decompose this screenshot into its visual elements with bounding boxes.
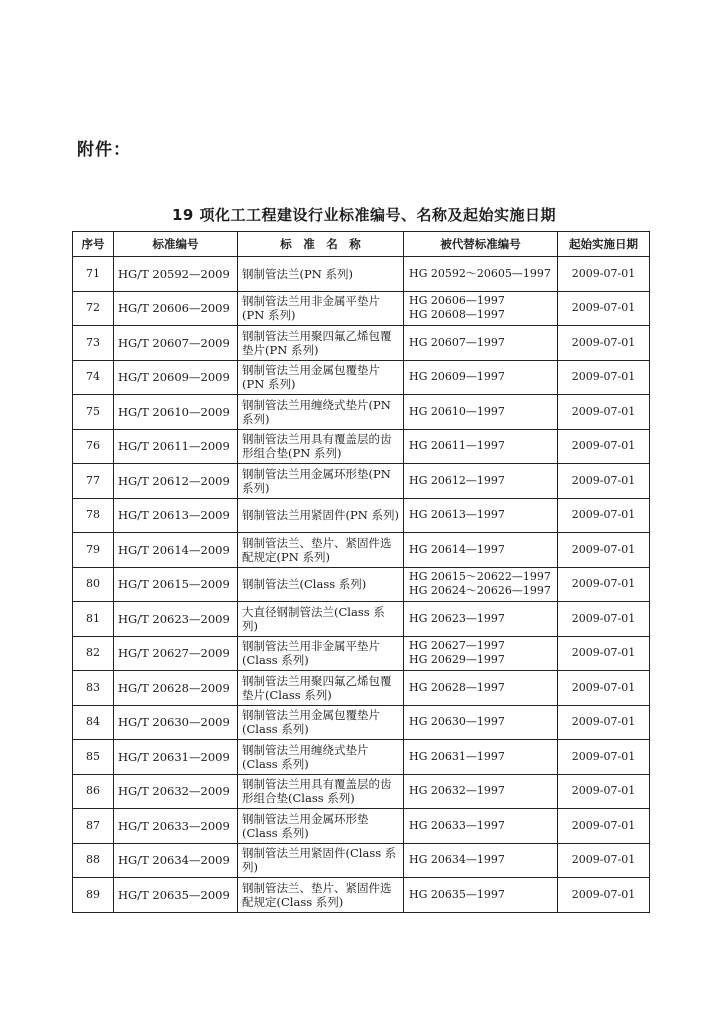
effective-date: 2009-07-01: [558, 257, 650, 292]
replaced-standard-codes: [404, 567, 558, 602]
header-no: 序号: [73, 232, 114, 257]
standard-name: 钢制管法兰用金属环形垫(PN 系列): [238, 464, 404, 499]
standard-code: HG/T 20627—2009: [114, 636, 238, 671]
effective-date: 2009-07-01: [558, 602, 650, 637]
replaced-standard-codes: [404, 326, 558, 361]
standard-code: HG/T 20607—2009: [114, 326, 238, 361]
row-number: 88: [73, 843, 114, 878]
table-row: [73, 878, 650, 913]
row-number: 80: [73, 567, 114, 602]
standard-code: HG/T 20612—2009: [114, 464, 238, 499]
table-row: [73, 671, 650, 706]
table-row: [73, 291, 650, 326]
replaced-standard-codes: [404, 429, 558, 464]
row-number: 73: [73, 326, 114, 361]
standard-code: HG/T 20628—2009: [114, 671, 238, 706]
replaced-standard-codes: [404, 671, 558, 706]
replaced-code: HG 20631—1997: [409, 749, 505, 763]
replaced-standard-codes: [404, 533, 558, 568]
effective-date: 2009-07-01: [558, 429, 650, 464]
replaced-code: HG 20606—1997: [409, 294, 505, 308]
replaced-standard-codes: [404, 395, 558, 430]
standard-name: 钢制管法兰用具有覆盖层的齿形组合垫(PN 系列): [238, 429, 404, 464]
table-row: [73, 257, 650, 292]
table-row: [73, 533, 650, 568]
header-code: 标准编号: [114, 232, 238, 257]
row-number: 87: [73, 809, 114, 844]
standard-code: HG/T 20631—2009: [114, 740, 238, 775]
standards-table: [72, 231, 650, 913]
standard-name: 钢制管法兰用金属环形垫(Class 系列): [238, 809, 404, 844]
standard-code: HG/T 20615—2009: [114, 567, 238, 602]
replaced-standard-codes: [404, 498, 558, 533]
standard-code: HG/T 20611—2009: [114, 429, 238, 464]
standard-code: HG/T 20609—2009: [114, 360, 238, 395]
document-title: 19 项化工工程建设行业标准编号、名称及起始实施日期: [171, 206, 557, 224]
replaced-standard-codes: [404, 774, 558, 809]
replaced-standard-codes: [404, 464, 558, 499]
row-number: 89: [73, 878, 114, 913]
effective-date: 2009-07-01: [558, 636, 650, 671]
standard-name: 钢制管法兰用缠绕式垫片(Class 系列): [238, 740, 404, 775]
row-number: 72: [73, 291, 114, 326]
effective-date: 2009-07-01: [558, 671, 650, 706]
standard-code: HG/T 20630—2009: [114, 705, 238, 740]
replaced-code: HG 20612—1997: [409, 473, 505, 487]
table-row: [73, 636, 650, 671]
header-name: 标 准 名 称: [238, 232, 404, 257]
standard-code: HG/T 20623—2009: [114, 602, 238, 637]
standard-name: 钢制管法兰、垫片、紧固件选配规定(Class 系列): [238, 878, 404, 913]
replaced-code: HG 20624～20626—1997: [409, 584, 551, 598]
standard-code: HG/T 20634—2009: [114, 843, 238, 878]
standard-name: 钢制管法兰用聚四氟乙烯包覆垫片(Class 系列): [238, 671, 404, 706]
standard-name: 钢制管法兰(PN 系列): [238, 257, 404, 292]
effective-date: 2009-07-01: [558, 774, 650, 809]
row-number: 74: [73, 360, 114, 395]
replaced-code: HG 20632—1997: [409, 784, 505, 798]
replaced-code: HG 20627—1997: [409, 639, 505, 653]
replaced-standard-codes: [404, 636, 558, 671]
replaced-code: HG 20613—1997: [409, 508, 505, 522]
row-number: 83: [73, 671, 114, 706]
effective-date: 2009-07-01: [558, 809, 650, 844]
standard-name: 钢制管法兰(Class 系列): [238, 567, 404, 602]
replaced-code: HG 20630—1997: [409, 715, 505, 729]
standard-code: HG/T 20632—2009: [114, 774, 238, 809]
standard-name: 钢制管法兰用具有覆盖层的齿形组合垫(Class 系列): [238, 774, 404, 809]
effective-date: 2009-07-01: [558, 464, 650, 499]
replaced-code: HG 20611—1997: [409, 439, 505, 453]
row-number: 85: [73, 740, 114, 775]
standard-code: HG/T 20592—2009: [114, 257, 238, 292]
table-row: [73, 602, 650, 637]
row-number: 86: [73, 774, 114, 809]
effective-date: 2009-07-01: [558, 360, 650, 395]
replaced-code: HG 20592～20605—1997: [409, 266, 551, 280]
table-header-row: [73, 232, 650, 257]
table-row: [73, 705, 650, 740]
table-row: [73, 360, 650, 395]
table-body: [73, 257, 650, 913]
replaced-standard-codes: [404, 291, 558, 326]
effective-date: 2009-07-01: [558, 567, 650, 602]
standard-code: HG/T 20606—2009: [114, 291, 238, 326]
replaced-code: HG 20614—1997: [409, 542, 505, 556]
header-replaced: 被代替标准编号: [404, 232, 558, 257]
replaced-code: HG 20610—1997: [409, 404, 505, 418]
standard-name: 钢制管法兰用金属包覆垫片(PN 系列): [238, 360, 404, 395]
effective-date: 2009-07-01: [558, 843, 650, 878]
row-number: 71: [73, 257, 114, 292]
row-number: 82: [73, 636, 114, 671]
standard-name: 钢制管法兰用紧固件(PN 系列): [238, 498, 404, 533]
standard-name: 钢制管法兰用金属包覆垫片(Class 系列): [238, 705, 404, 740]
standard-name: 钢制管法兰用紧固件(Class 系列): [238, 843, 404, 878]
replaced-code: HG 20609—1997: [409, 370, 505, 384]
effective-date: 2009-07-01: [558, 740, 650, 775]
row-number: 84: [73, 705, 114, 740]
row-number: 79: [73, 533, 114, 568]
row-number: 75: [73, 395, 114, 430]
table-row: [73, 740, 650, 775]
replaced-code: HG 20608—1997: [409, 308, 505, 322]
replaced-code: HG 20633—1997: [409, 818, 505, 832]
table-row: [73, 395, 650, 430]
replaced-code: HG 20635—1997: [409, 887, 505, 901]
replaced-code: HG 20615～20622—1997: [409, 570, 551, 584]
replaced-code: HG 20607—1997: [409, 335, 505, 349]
replaced-standard-codes: [404, 809, 558, 844]
effective-date: 2009-07-01: [558, 291, 650, 326]
standard-name: 钢制管法兰用缠绕式垫片(PN 系列): [238, 395, 404, 430]
table-row: [73, 429, 650, 464]
table-row: [73, 843, 650, 878]
replaced-standard-codes: [404, 843, 558, 878]
table-row: [73, 774, 650, 809]
table-row: [73, 326, 650, 361]
table-row: [73, 464, 650, 499]
replaced-standard-codes: [404, 705, 558, 740]
standard-code: HG/T 20633—2009: [114, 809, 238, 844]
table-row: [73, 809, 650, 844]
standard-name: 钢制管法兰用非金属平垫片(Class 系列): [238, 636, 404, 671]
replaced-code: HG 20629—1997: [409, 653, 505, 667]
table-row: [73, 567, 650, 602]
header-date: 起始实施日期: [558, 232, 650, 257]
row-number: 81: [73, 602, 114, 637]
replaced-standard-codes: [404, 257, 558, 292]
replaced-standard-codes: [404, 740, 558, 775]
standard-name: 钢制管法兰用非金属平垫片(PN 系列): [238, 291, 404, 326]
row-number: 77: [73, 464, 114, 499]
effective-date: 2009-07-01: [558, 878, 650, 913]
standard-code: HG/T 20613—2009: [114, 498, 238, 533]
standard-code: HG/T 20635—2009: [114, 878, 238, 913]
standard-code: HG/T 20610—2009: [114, 395, 238, 430]
effective-date: 2009-07-01: [558, 533, 650, 568]
standard-code: HG/T 20614—2009: [114, 533, 238, 568]
standard-name: 钢制管法兰用聚四氟乙烯包覆垫片(PN 系列): [238, 326, 404, 361]
attachment-label: 附件：: [77, 140, 131, 160]
replaced-standard-codes: [404, 602, 558, 637]
replaced-standard-codes: [404, 360, 558, 395]
effective-date: 2009-07-01: [558, 705, 650, 740]
replaced-standard-codes: [404, 878, 558, 913]
table-row: [73, 498, 650, 533]
effective-date: 2009-07-01: [558, 498, 650, 533]
replaced-code: HG 20634—1997: [409, 853, 505, 867]
replaced-code: HG 20623—1997: [409, 611, 505, 625]
replaced-code: HG 20628—1997: [409, 680, 505, 694]
standard-name: 大直径钢制管法兰(Class 系列): [238, 602, 404, 637]
effective-date: 2009-07-01: [558, 395, 650, 430]
effective-date: 2009-07-01: [558, 326, 650, 361]
row-number: 78: [73, 498, 114, 533]
standard-name: 钢制管法兰、垫片、紧固件选配规定(PN 系列): [238, 533, 404, 568]
row-number: 76: [73, 429, 114, 464]
